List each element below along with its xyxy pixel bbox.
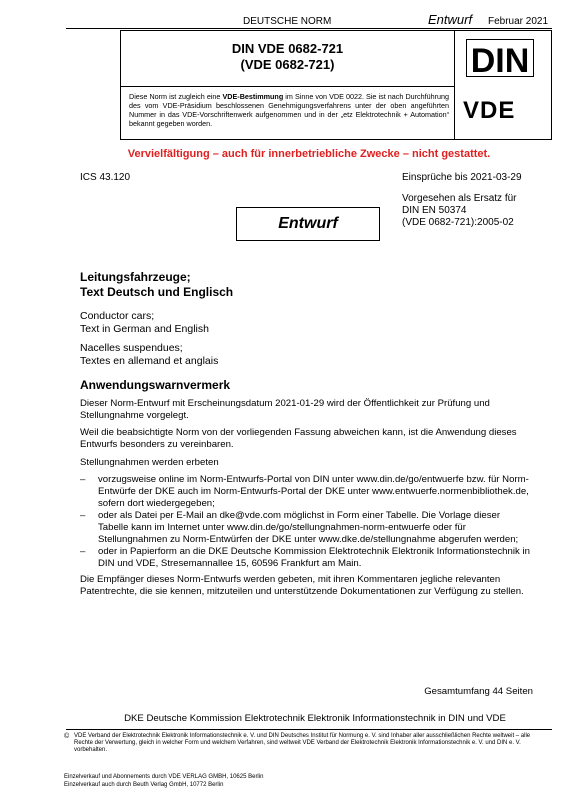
footer-divider bbox=[66, 729, 552, 730]
header-divider bbox=[66, 28, 552, 29]
publication-date: Februar 2021 bbox=[488, 16, 549, 27]
title-german bbox=[80, 270, 233, 300]
replacement-note bbox=[402, 193, 552, 229]
vde-notice-bold: VDE-Bestimmung bbox=[222, 92, 284, 101]
list-item-text: oder in Papierform an die DKE Deutsche Kommission Elektrotechnik Elektronik Informationstechnik in DIN und VDE, Stresemannallee 15, 60596 Frankfurt am Main. bbox=[98, 546, 530, 569]
vde-number: (VDE 0682-721) bbox=[240, 57, 335, 72]
vde-notice bbox=[129, 92, 449, 128]
page-header bbox=[0, 14, 570, 28]
title-english-line-2: Text in German and English bbox=[80, 323, 209, 335]
ics-code: ICS 43.120 bbox=[80, 172, 131, 183]
vde-notice-pre: Diese Norm ist zugleich eine bbox=[129, 92, 223, 101]
title-german-line-1: Leitungsfahrzeuge; bbox=[80, 270, 191, 284]
norm-type-label: DEUTSCHE NORM bbox=[243, 16, 332, 27]
copyright-text: VDE Verband der Elektrotechnik Elektronik Informationstechnik e. V. und DIN Deutsches Institut für Normung e. V. sind Inhaber aller ausschließlichen Rechte weltweit – alle Rechte der Verwertung, gleich in welcher Form und welchem Verfahren, sind weltweit VDE Verband der Elektrotechnik Elektronik Informationstechnik e. V. und DIN e. V. vorbehalten. bbox=[74, 733, 531, 754]
reproduction-warning: Vervielfältigung – auch für innerbetriebliche Zwecke – nicht gestattet. bbox=[127, 148, 491, 160]
copyright-icon: © bbox=[64, 733, 70, 740]
title-french-line-1: Nacelles suspendues; bbox=[80, 342, 183, 354]
paragraph-publication: Dieser Norm-Entwurf mit Erscheinungsdatum 2021-01-29 wird der Öffentlichkeit zur Prüfung und Stellungnahme vorgelegt. bbox=[80, 398, 490, 421]
replacement-line-1: Vorgesehen als Ersatz für bbox=[402, 193, 517, 204]
title-box bbox=[120, 30, 552, 140]
title-english bbox=[80, 310, 209, 336]
replacement-line-2: DIN EN 50374 bbox=[402, 205, 467, 216]
standard-number: DIN VDE 0682-721 bbox=[231, 41, 344, 56]
sales-note-vde: Einzelverkauf und Abonnements durch VDE VERLAG GMBH, 10625 Berlin bbox=[64, 774, 264, 780]
paragraph-comments-requested: Stellungnahmen werden erbeten bbox=[80, 457, 219, 468]
application-warning-heading: Anwendungswarnvermerk bbox=[80, 378, 231, 392]
objection-deadline: Einsprüche bis 2021-03-29 bbox=[402, 172, 522, 183]
list-dash: – bbox=[80, 546, 86, 557]
din-logo bbox=[466, 39, 534, 77]
list-item-text: oder als Datei per E-Mail an dke@vde.com möglichst in Form einer Tabelle. Die Vorlage dieser Tabelle kann im Internet unter www.din.de/go/stellungnahmen-norm-entwuerfe oder für Stellungnahmen zu Norm-Entwürfen der DKE unter www.dke.de/stellungnahme abgerufen werden; bbox=[98, 510, 519, 545]
replacement-line-3: (VDE 0682-721):2005-02 bbox=[402, 217, 514, 228]
sales-note-beuth: Einzelverkauf auch durch Beuth Verlag GmbH, 10772 Berlin bbox=[64, 782, 224, 788]
paragraph-deviation: Weil die beabsichtigte Norm von der vorliegenden Fassung abweichen kann, ist die Anwendung dieses Entwurfs besonders zu vereinbaren. bbox=[80, 427, 517, 450]
title-box-horizontal-divider bbox=[121, 86, 454, 87]
title-english-line-1: Conductor cars; bbox=[80, 310, 155, 322]
dke-publisher-line: DKE Deutsche Kommission Elektrotechnik Elektronik Informationstechnik in DIN und VDE bbox=[124, 713, 506, 724]
title-french-line-2: Textes en allemand et anglais bbox=[80, 355, 219, 367]
title-box-vertical-divider bbox=[454, 31, 455, 139]
svg-text:DIN: DIN bbox=[470, 42, 530, 77]
vde-notice-post: im Sinne von VDE 0022. Sie ist nach Durchführung des vom VDE-Präsidium beschlossenen Genehmigungsverfahrens unter der oben angeführten Nummer in das VDE-Vorschriftenwerk aufgenommen und in der „etz Elektrotechnik + Automation“ bekannt gegeben worden. bbox=[129, 92, 449, 128]
total-pages: Gesamtumfang 44 Seiten bbox=[424, 686, 533, 697]
title-french bbox=[80, 342, 218, 368]
list-dash: – bbox=[80, 474, 86, 485]
paragraph-patents: Die Empfänger dieses Norm-Entwurfs werden gebeten, mit ihren Kommentaren jegliche relevanten Patentrechte, die sie kennen, mitzuteilen und unterstützende Dokumentationen zur Verfügung zu stellen. bbox=[80, 574, 524, 597]
list-dash: – bbox=[80, 510, 86, 521]
draft-stamp: Entwurf bbox=[236, 207, 380, 241]
list-item-text: vorzugsweise online im Norm-Entwurfs-Portal von DIN unter www.din.de/go/entwuerfe bzw. für Norm-Entwürfe der DKE auch im Norm-Entwurfs-Portal der DKE unter www.entwuerfe.normenbibliothek.de, sofern dort wiedergegeben; bbox=[98, 474, 529, 509]
draft-label: Entwurf bbox=[428, 12, 473, 27]
vde-logo: VDE bbox=[463, 97, 516, 124]
title-german-line-2: Text Deutsch und Englisch bbox=[80, 285, 234, 299]
